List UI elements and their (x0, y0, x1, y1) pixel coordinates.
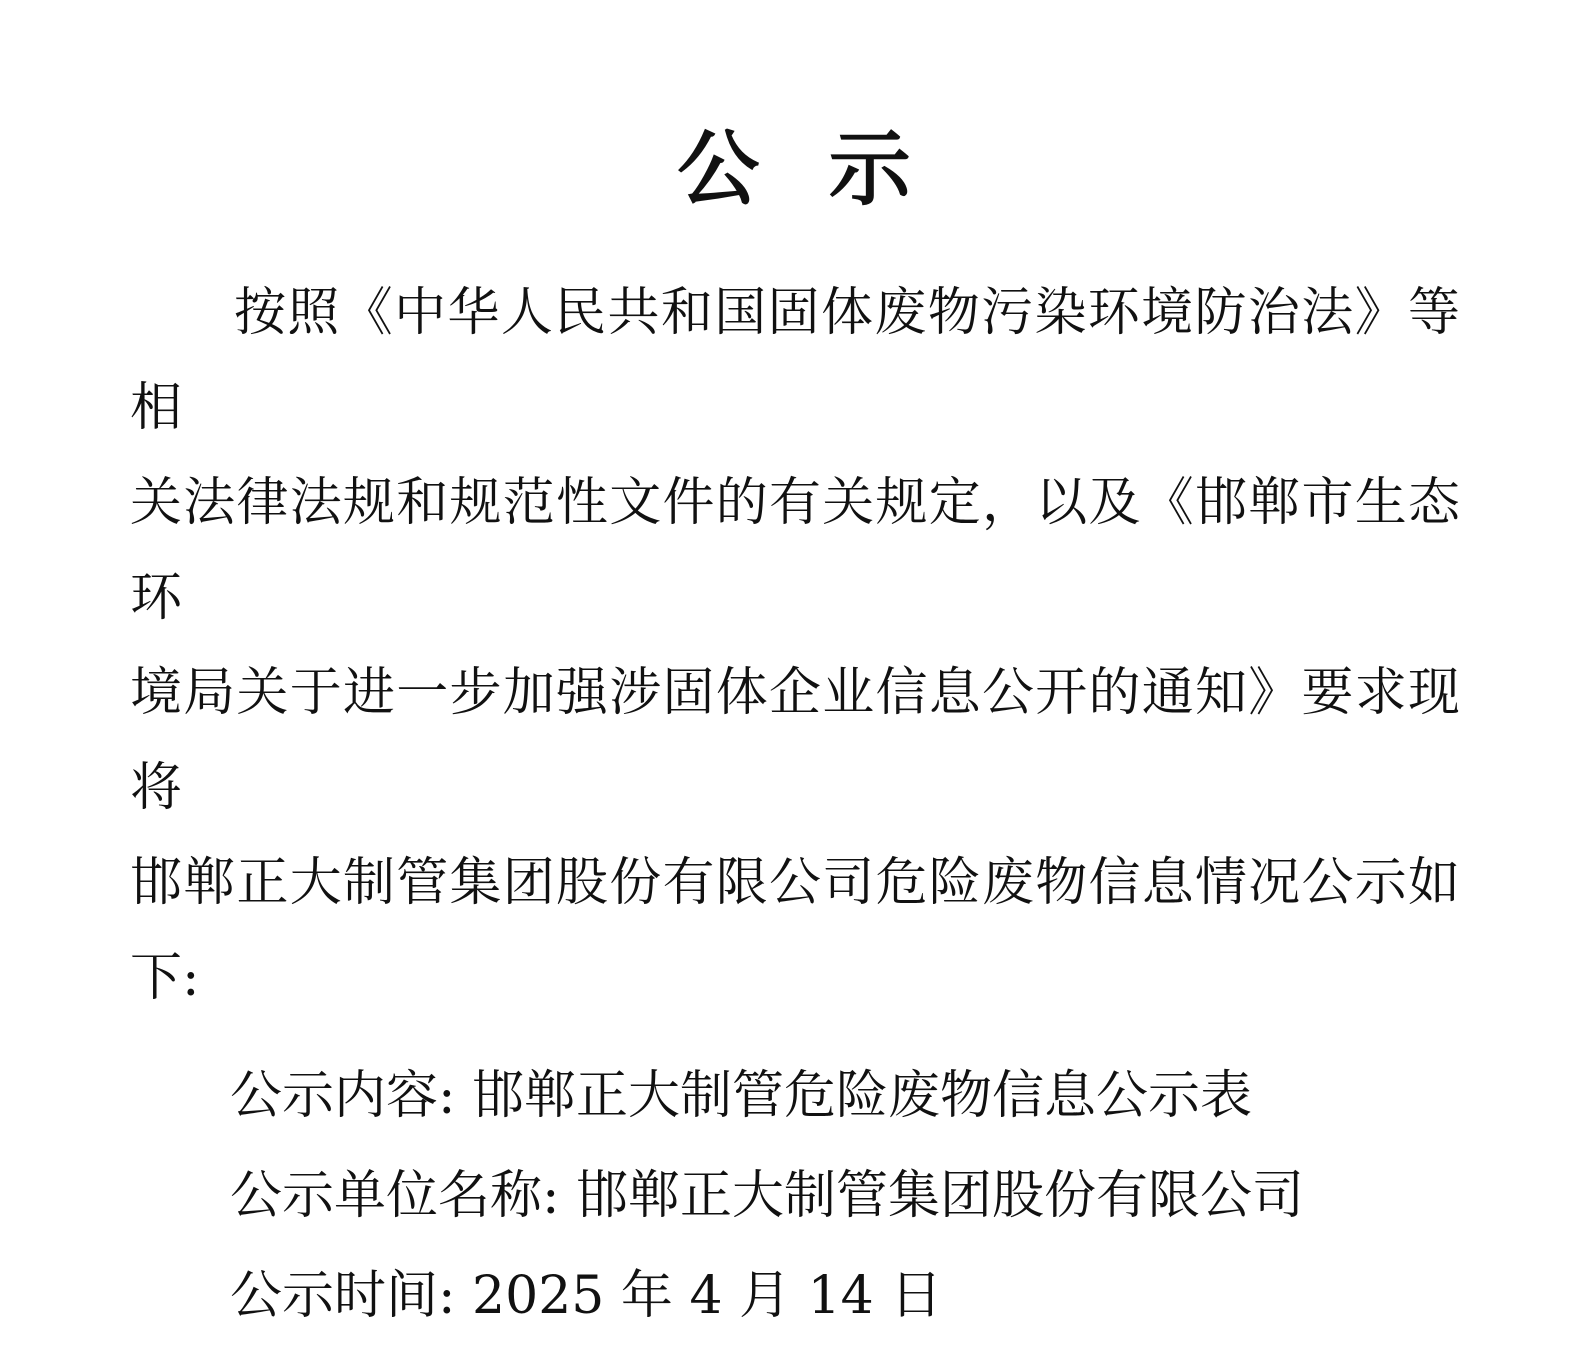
body-line-5: 下: (130, 948, 200, 1008)
body-line-3: 境局关于进一步加强涉固体企业信息公开的通知》要求现将 (130, 663, 1460, 818)
notice-unit-name-line: 公示单位名称: 邯郸正大制管集团股份有限公司 (230, 1166, 1305, 1226)
notice-detail-list (130, 1046, 1460, 1346)
notice-date-line: 公示时间: 2025 年 4 月 14 日 (230, 1266, 943, 1326)
notice-body-paragraph (130, 266, 1460, 1026)
body-line-4: 邯郸正大制管集团股份有限公司危险废物信息情况公示如 (130, 853, 1460, 913)
body-line-2: 关法律法规和规范性文件的有关规定，以及《邯郸市生态环 (130, 473, 1460, 628)
body-line-1: 按照《中华人民共和国固体废物污染环境防治法》等相 (130, 283, 1460, 438)
notice-content-line: 公示内容: 邯郸正大制管危险废物信息公示表 (230, 1066, 1253, 1126)
notice-title: 公 示 (677, 121, 913, 217)
